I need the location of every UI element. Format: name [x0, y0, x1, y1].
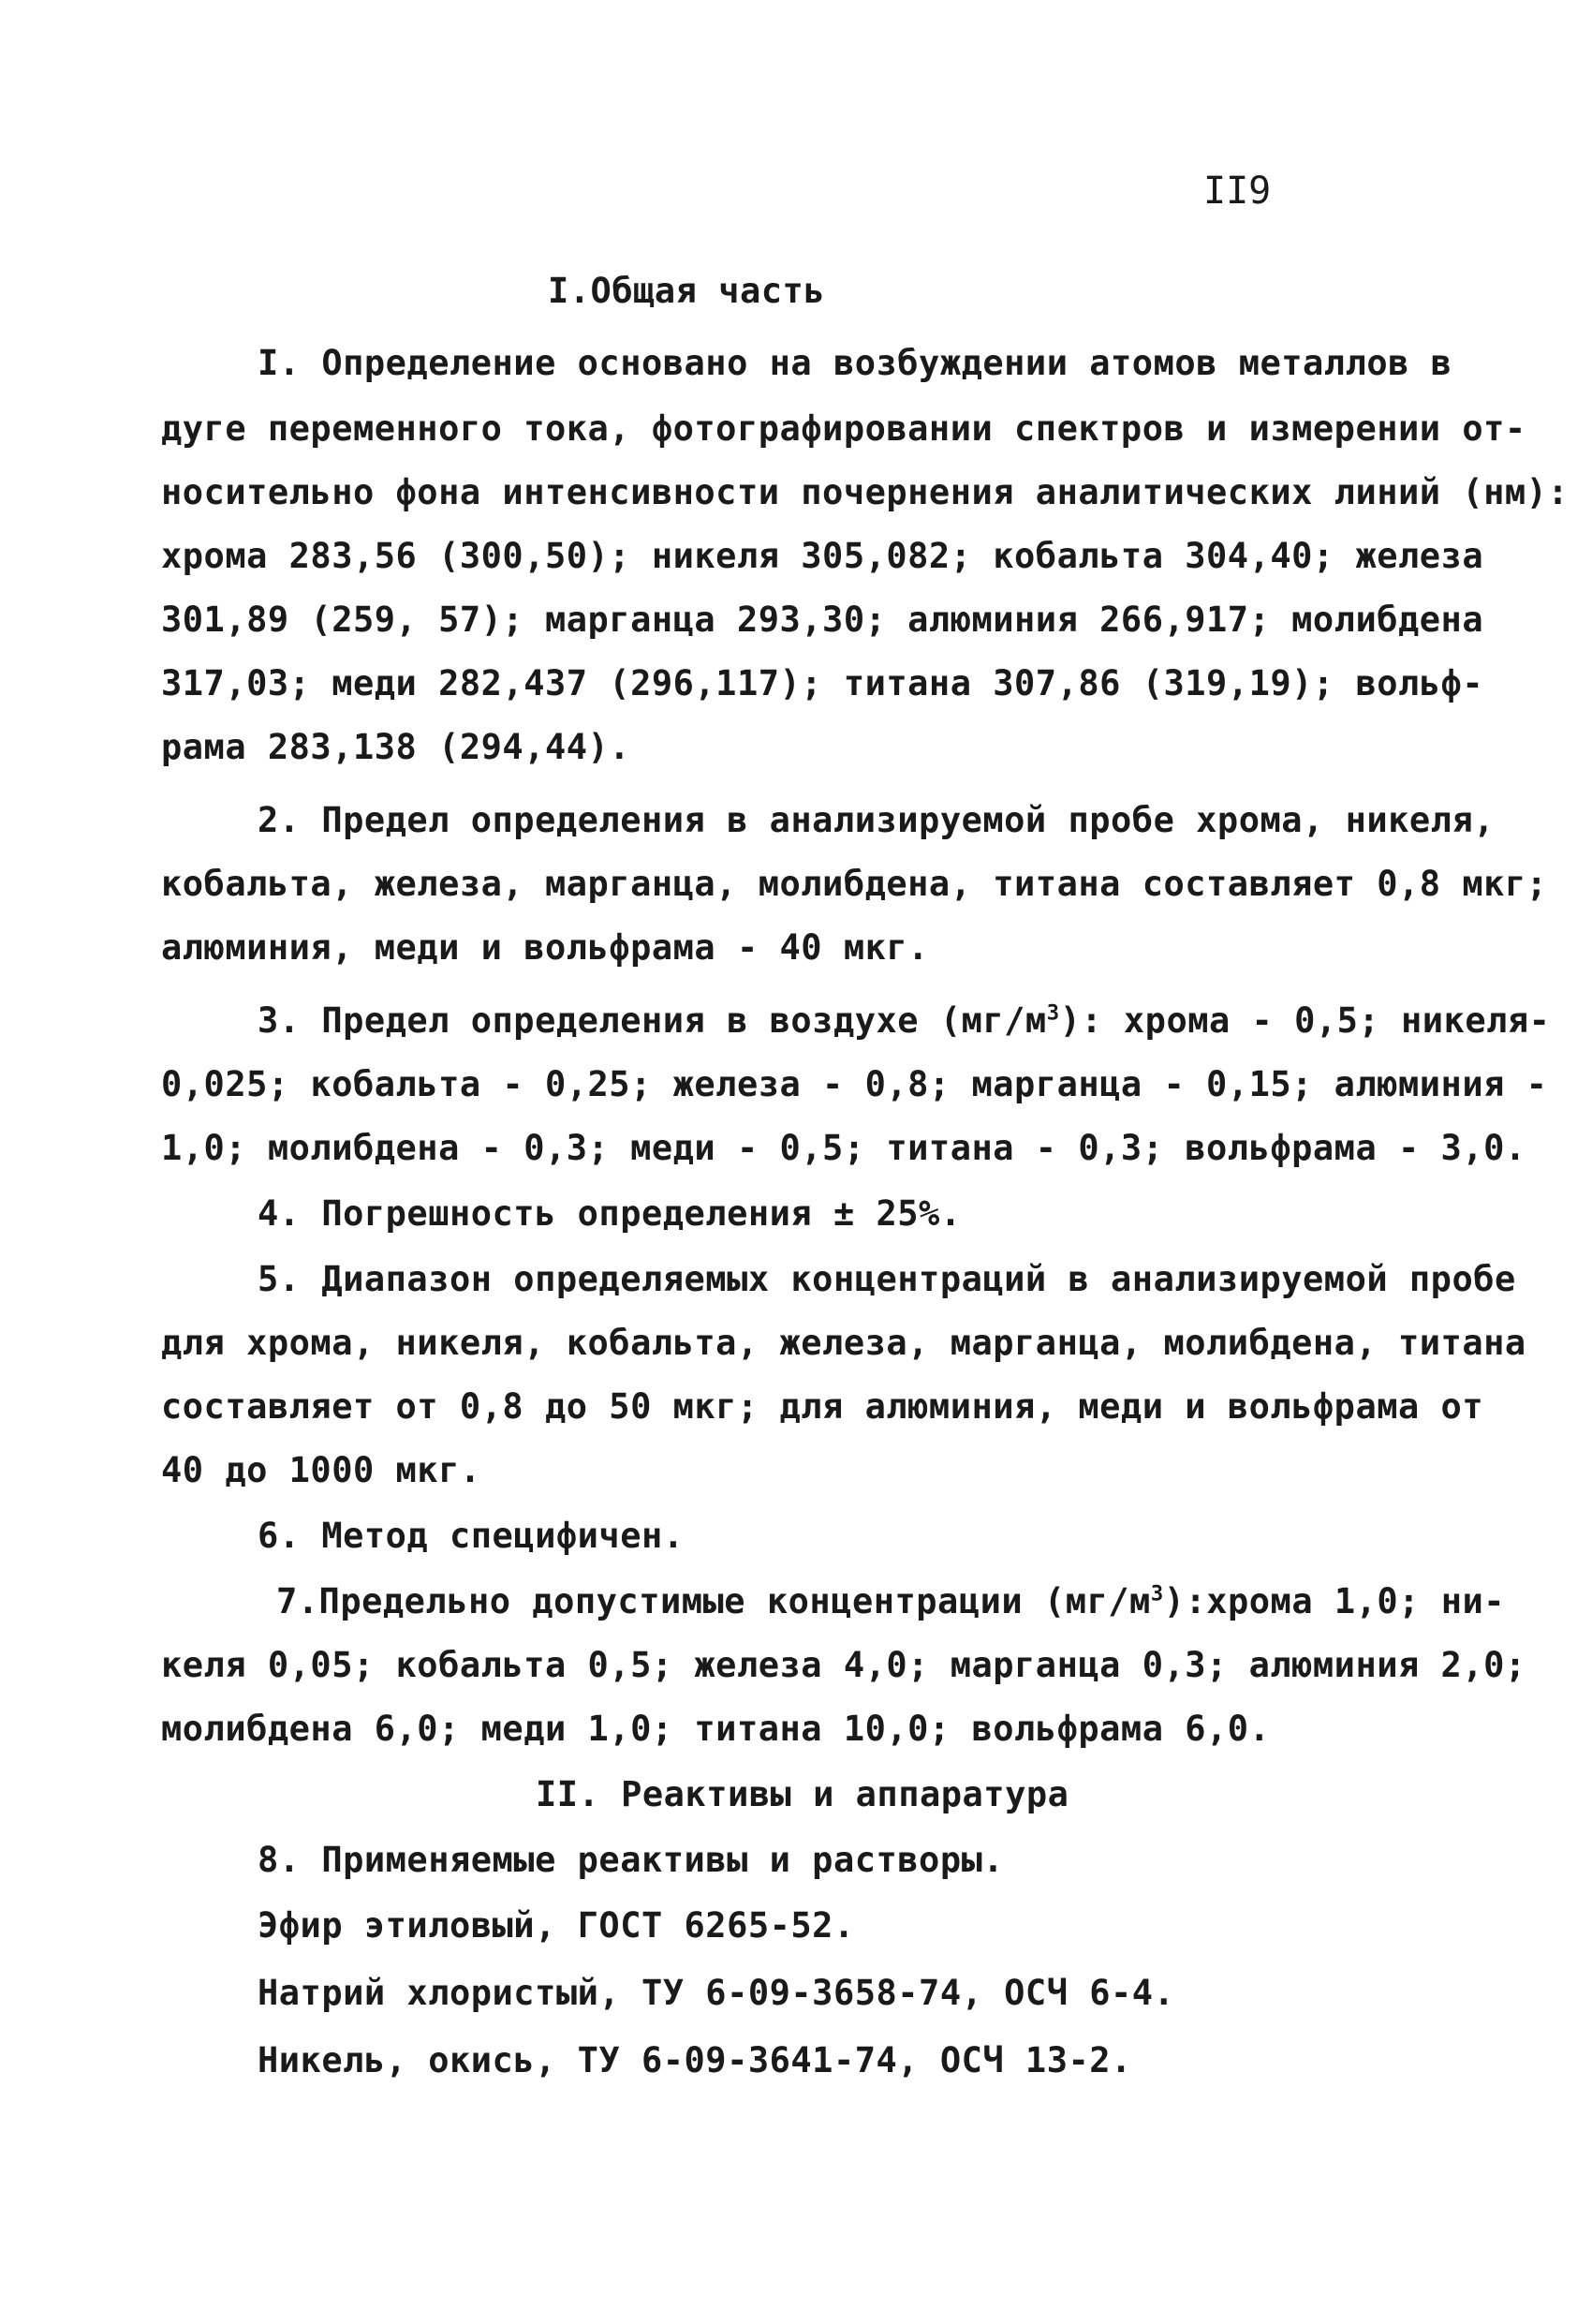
reagent-item: Никель, окись, ТУ 6-09-3641-74, ОСЧ 13-2.	[258, 2040, 1132, 2080]
paragraph-3-line-1	[258, 997, 1550, 1045]
paragraph-7-line-1	[276, 1577, 1505, 1626]
paragraph-3-line-1-text-b: ): хрома - 0,5; никеля-	[1059, 1000, 1551, 1041]
paragraph-7-superscript: 3	[1150, 1581, 1164, 1606]
reagent-item: Натрий хлористый, ТУ 6-09-3658-74, ОСЧ 6-4.	[258, 1973, 1175, 2013]
paragraph-2-line-2: кобальта, железа, марганца, молибдена, титана составляет 0,8 мкг;	[161, 864, 1548, 904]
page-number: II9	[1203, 170, 1272, 213]
paragraph-3-superscript: 3	[1046, 1000, 1060, 1026]
reagent-item: Эфир этиловый, ГОСТ 6265-52.	[258, 1905, 855, 1946]
paragraph-3-line-1-text-a: 3. Предел определения в воздухе (мг/м	[258, 1000, 1047, 1041]
section-heading-general: I.Общая часть	[548, 271, 826, 311]
paragraph-1-line-6: 317,03; меди 282,437 (296,117); титана 307,86 (319,19); вольф-	[161, 663, 1484, 703]
paragraph-2-line-3: алюминия, меди и вольфрама - 40 мкг.	[161, 927, 929, 968]
paragraph-8: 8. Применяемые реактивы и растворы.	[258, 1840, 1005, 1880]
paragraph-1-line-4: хрома 283,56 (300,50); никеля 305,082; кобальта 304,40; железа	[161, 536, 1484, 576]
paragraph-5-line-3: составляет от 0,8 до 50 мкг; для алюминия, меди и вольфрама от	[161, 1386, 1484, 1427]
paragraph-5-line-2: для хрома, никеля, кобальта, железа, марганца, молибдена, титана	[161, 1323, 1526, 1363]
paragraph-7-line-1-text-b: ):хрома 1,0; ни-	[1163, 1581, 1506, 1621]
paragraph-1-line-2: дуге переменного тока, фотографировании спектров и измерении от-	[161, 408, 1526, 449]
paragraph-1-line-1: I. Определение основано на возбуждении атомов металлов в	[258, 343, 1452, 383]
paragraph-1-line-3: носительно фона интенсивности почернения аналитических линий (нм):	[161, 472, 1570, 512]
section-heading-reagents: II. Реактивы и аппаратура	[536, 1774, 1069, 1814]
paragraph-7-line-3: молибдена 6,0; меди 1,0; титана 10,0; вольфрама 6,0.	[161, 1709, 1271, 1749]
paragraph-5-line-4: 40 до 1000 мкг.	[161, 1450, 481, 1490]
paragraph-1-line-7: рама 283,138 (294,44).	[161, 727, 631, 767]
paragraph-1-line-5: 301,89 (259, 57); марганца 293,30; алюминия 266,917; молибдена	[161, 600, 1484, 640]
paragraph-6: 6. Метод специфичен.	[258, 1516, 685, 1556]
paragraph-7-line-2: келя 0,05; кобальта 0,5; железа 4,0; марганца 0,3; алюминия 2,0;	[161, 1645, 1526, 1685]
paragraph-3-line-3: 1,0; молибдена - 0,3; меди - 0,5; титана - 0,3; вольфрама - 3,0.	[161, 1128, 1526, 1168]
paragraph-4: 4. Погрешность определения ± 25%.	[258, 1193, 962, 1234]
paragraph-3-line-2: 0,025; кобальта - 0,25; железа - 0,8; марганца - 0,15; алюминия -	[161, 1064, 1548, 1104]
paragraph-2-line-1: 2. Предел определения в анализируемой пробе хрома, никеля,	[258, 800, 1496, 840]
paragraph-5-line-1: 5. Диапазон определяемых концентраций в анализируемой пробе	[258, 1259, 1516, 1299]
paragraph-7-line-1-text-a: 7.Предельно допустимые концентрации (мг/м	[276, 1581, 1151, 1621]
